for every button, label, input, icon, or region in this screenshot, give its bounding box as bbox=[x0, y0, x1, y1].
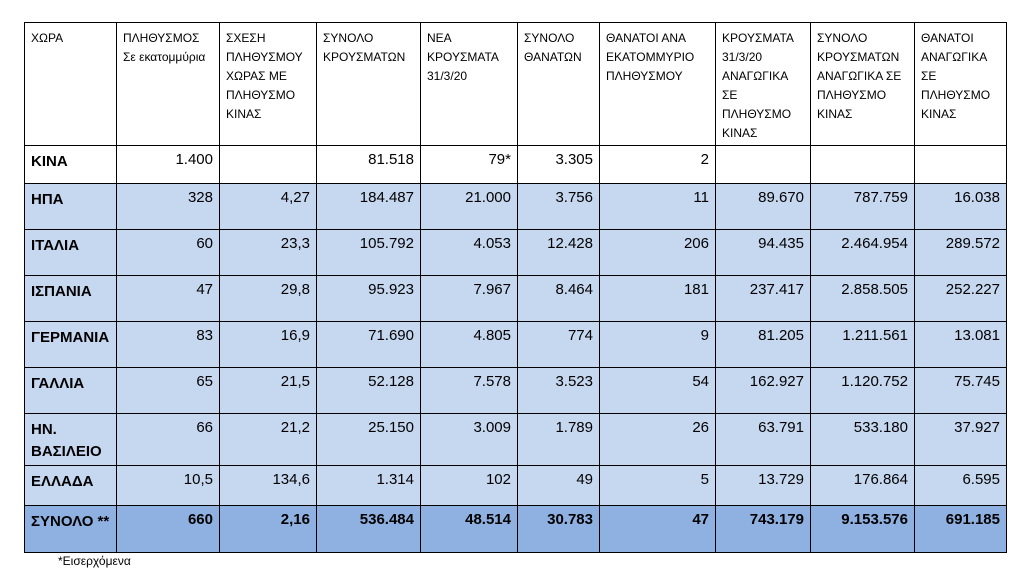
value-cell: 105.792 bbox=[317, 230, 421, 276]
header-row bbox=[25, 23, 1007, 146]
value-cell: 1.789 bbox=[518, 414, 600, 466]
value-cell: 102 bbox=[421, 466, 518, 506]
country-cell: ΕΛΛΑΔΑ bbox=[25, 466, 117, 506]
country-cell: ΚΙΝΑ bbox=[25, 146, 117, 184]
value-cell: 49 bbox=[518, 466, 600, 506]
value-cell bbox=[811, 146, 915, 184]
total-value: 691.185 bbox=[915, 506, 1007, 553]
table-row bbox=[25, 230, 1007, 276]
value-cell: 787.759 bbox=[811, 184, 915, 230]
value-cell: 4.805 bbox=[421, 322, 518, 368]
value-cell bbox=[716, 146, 811, 184]
column-header: ΣΥΝΟΛΟ ΚΡΟΥΣΜΑΤΩΝ bbox=[317, 23, 421, 146]
value-cell: 4.053 bbox=[421, 230, 518, 276]
country-cell: ΓΕΡΜΑΝΙΑ bbox=[25, 322, 117, 368]
value-cell: 21.000 bbox=[421, 184, 518, 230]
value-cell: 21,5 bbox=[220, 368, 317, 414]
value-cell: 7.578 bbox=[421, 368, 518, 414]
column-header: ΚΡΟΥΣΜΑΤΑ 31/3/20 ΑΝΑΓΩΓΙΚΑ ΣΕ ΠΛΗΘΥΣΜΟ ΚΙΝΑΣ bbox=[716, 23, 811, 146]
value-cell: 1.211.561 bbox=[811, 322, 915, 368]
value-cell: 75.745 bbox=[915, 368, 1007, 414]
column-header: ΠΛΗΘΥΣΜΟΣ Σε εκατομμύρια bbox=[117, 23, 220, 146]
value-cell: 2 bbox=[600, 146, 716, 184]
value-cell: 176.864 bbox=[811, 466, 915, 506]
value-cell: 25.150 bbox=[317, 414, 421, 466]
total-value: 743.179 bbox=[716, 506, 811, 553]
value-cell: 60 bbox=[117, 230, 220, 276]
value-cell: 83 bbox=[117, 322, 220, 368]
value-cell: 1.314 bbox=[317, 466, 421, 506]
value-cell: 3.305 bbox=[518, 146, 600, 184]
value-cell: 3.009 bbox=[421, 414, 518, 466]
table-row bbox=[25, 466, 1007, 506]
country-cell: ΙΤΑΛΙΑ bbox=[25, 230, 117, 276]
value-cell: 252.227 bbox=[915, 276, 1007, 322]
value-cell: 6.595 bbox=[915, 466, 1007, 506]
value-cell: 1.120.752 bbox=[811, 368, 915, 414]
table-row bbox=[25, 414, 1007, 466]
value-cell: 8.464 bbox=[518, 276, 600, 322]
value-cell: 10,5 bbox=[117, 466, 220, 506]
value-cell: 94.435 bbox=[716, 230, 811, 276]
value-cell: 54 bbox=[600, 368, 716, 414]
value-cell: 26 bbox=[600, 414, 716, 466]
value-cell: 29,8 bbox=[220, 276, 317, 322]
value-cell: 289.572 bbox=[915, 230, 1007, 276]
value-cell: 71.690 bbox=[317, 322, 421, 368]
column-header: ΧΩΡΑ bbox=[25, 23, 117, 146]
value-cell: 12.428 bbox=[518, 230, 600, 276]
total-value: 30.783 bbox=[518, 506, 600, 553]
column-header: ΘΑΝΑΤΟΙ ΑΝΑΓΩΓΙΚΑ ΣΕ ΠΛΗΘΥΣΜΟ ΚΙΝΑΣ bbox=[915, 23, 1007, 146]
value-cell: 13.729 bbox=[716, 466, 811, 506]
total-value: 9.153.576 bbox=[811, 506, 915, 553]
value-cell: 4,27 bbox=[220, 184, 317, 230]
column-header: ΝΕΑ ΚΡΟΥΣΜΑΤΑ 31/3/20 bbox=[421, 23, 518, 146]
value-cell: 23,3 bbox=[220, 230, 317, 276]
total-value: 660 bbox=[117, 506, 220, 553]
column-header: ΣΥΝΟΛΟ ΚΡΟΥΣΜΑΤΩΝ ΑΝΑΓΩΓΙΚΑ ΣΕ ΠΛΗΘΥΣΜΟ ΚΙΝΑΣ bbox=[811, 23, 915, 146]
value-cell: 206 bbox=[600, 230, 716, 276]
value-cell: 184.487 bbox=[317, 184, 421, 230]
value-cell: 162.927 bbox=[716, 368, 811, 414]
column-header: ΣΥΝΟΛΟ ΘΑΝΑΤΩΝ bbox=[518, 23, 600, 146]
value-cell: 65 bbox=[117, 368, 220, 414]
total-value: 536.484 bbox=[317, 506, 421, 553]
table-row bbox=[25, 184, 1007, 230]
total-value: 48.514 bbox=[421, 506, 518, 553]
value-cell: 16,9 bbox=[220, 322, 317, 368]
value-cell bbox=[915, 146, 1007, 184]
value-cell: 52.128 bbox=[317, 368, 421, 414]
value-cell: 95.923 bbox=[317, 276, 421, 322]
value-cell: 13.081 bbox=[915, 322, 1007, 368]
value-cell: 37.927 bbox=[915, 414, 1007, 466]
value-cell: 1.400 bbox=[117, 146, 220, 184]
table-row bbox=[25, 322, 1007, 368]
covid-statistics-table bbox=[24, 22, 1007, 553]
value-cell: 9 bbox=[600, 322, 716, 368]
value-cell: 3.756 bbox=[518, 184, 600, 230]
country-cell: ΗΝ. ΒΑΣΙΛΕΙΟ bbox=[25, 414, 117, 466]
value-cell: 66 bbox=[117, 414, 220, 466]
value-cell: 89.670 bbox=[716, 184, 811, 230]
value-cell: 79* bbox=[421, 146, 518, 184]
total-value: 47 bbox=[600, 506, 716, 553]
table-row bbox=[25, 146, 1007, 184]
value-cell: 181 bbox=[600, 276, 716, 322]
value-cell: 5 bbox=[600, 466, 716, 506]
country-cell: ΙΣΠΑΝΙΑ bbox=[25, 276, 117, 322]
table-row bbox=[25, 368, 1007, 414]
footnote: *Εισερχόμενα bbox=[58, 554, 131, 568]
column-header: ΘΑΝΑΤΟΙ ΑΝΑ ΕΚΑΤΟΜΜΥΡΙΟ ΠΛΗΘΥΣΜΟΥ bbox=[600, 23, 716, 146]
total-value: 2,16 bbox=[220, 506, 317, 553]
value-cell: 2.464.954 bbox=[811, 230, 915, 276]
total-row bbox=[25, 506, 1007, 553]
value-cell: 328 bbox=[117, 184, 220, 230]
column-header: ΣΧΕΣΗ ΠΛΗΘΥΣΜΟΥ ΧΩΡΑΣ ΜΕ ΠΛΗΘΥΣΜΟ ΚΙΝΑΣ bbox=[220, 23, 317, 146]
value-cell: 81.518 bbox=[317, 146, 421, 184]
value-cell: 63.791 bbox=[716, 414, 811, 466]
value-cell: 134,6 bbox=[220, 466, 317, 506]
value-cell: 2.858.505 bbox=[811, 276, 915, 322]
value-cell: 7.967 bbox=[421, 276, 518, 322]
value-cell: 81.205 bbox=[716, 322, 811, 368]
value-cell bbox=[220, 146, 317, 184]
value-cell: 533.180 bbox=[811, 414, 915, 466]
value-cell: 3.523 bbox=[518, 368, 600, 414]
value-cell: 774 bbox=[518, 322, 600, 368]
value-cell: 47 bbox=[117, 276, 220, 322]
value-cell: 237.417 bbox=[716, 276, 811, 322]
total-label: ΣΥΝΟΛΟ ** bbox=[25, 506, 117, 553]
value-cell: 21,2 bbox=[220, 414, 317, 466]
country-cell: ΓΑΛΛΙΑ bbox=[25, 368, 117, 414]
table-row bbox=[25, 276, 1007, 322]
country-cell: ΗΠΑ bbox=[25, 184, 117, 230]
value-cell: 16.038 bbox=[915, 184, 1007, 230]
value-cell: 11 bbox=[600, 184, 716, 230]
